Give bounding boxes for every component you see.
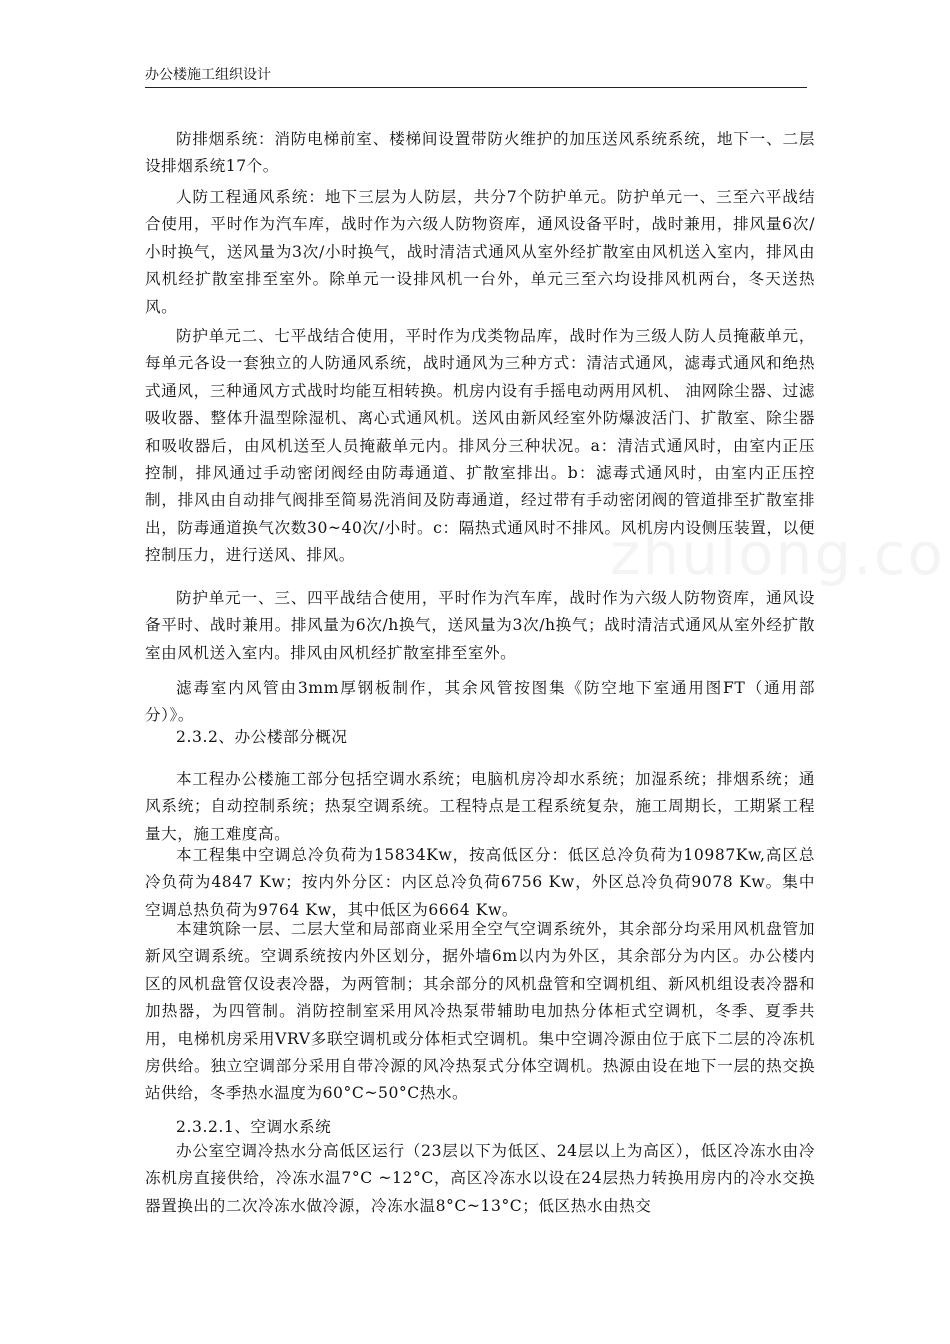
paragraph-protection-units-2-7: 防护单元二、七平战结合使用，平时作为戊类物品库，战时作为三级人防人员掩蔽单元，每单元各设一套独立的人防通风系统，战时通风为三种方式：清洁式通风，滤毒式通风和绝热式通风，三种通风方式战时均能互相转换。机房内设有手摇电动两用风机、 油网除尘器、过滤吸收器、整体升温型除湿机、离心式通风机。送风由新风经室外防爆波活门、扩散室、除尘器和吸收器后，由风机送至人员掩蔽单元内。排风分三种状况。a：清洁式通风时，由室内正压控制，排风通过手动密闭阀经由防毒通道、扩散室排出。b：滤毒式通风时，由室内正压控制，排风由自动排气阀排至简易洗消间及防毒通道，经过带有手动密闭阀的管道排至扩散室排出，防毒通道换气次数30~40次/小时。c：隔热式通风时不排风。风机房内设侧压装置，以便控制压力，进行送风、排风。 [145,327,815,565]
section-heading-2-3-2: 2.3.2、办公楼部分概况 [176,728,348,746]
paragraph-cooling-load: 本工程集中空调总冷负荷为15834Kw，按高低区分：低区总冷负荷为10987Kw,高区总冷负荷为4847 Kw；按内外分区：内区总冷负荷6756 Kw，外区总冷负荷9078 Kw。集中空调总热负荷为9764 Kw，其中低区为6664 Kw。 [145,846,815,919]
header-divider [145,87,807,88]
page-header-title: 办公楼施工组织设计 [145,67,271,83]
section-heading-2-3-2-1: 2.3.2.1、空调水系统 [176,1118,332,1136]
paragraph-filter-room-ducts: 滤毒室内风管由3mm厚钢板制作，其余风管按图集《防空地下室通用图FT（通用部分）》。 [145,679,815,725]
paragraph-office-overview: 本工程办公楼施工部分包括空调水系统；电脑机房冷却水系统；加湿系统；排烟系统；通风系统；自动控制系统；热泵空调系统。工程特点是工程系统复杂，施工周期长，工期紧工程量大，施工难度高。 [145,770,815,843]
paragraph-ac-water-system: 办公室空调冷热水分高低区运行（23层以下为低区、24层以上为高区），低区冷冻水由冷冻机房直接供给，冷冻水温7°C ~12°C，高区冷冻水以设在24层热力转换用房内的冷水交换器置换出的二次冷冻水做冷源，冷冻水温8°C~13°C；低区热水由热交 [145,1142,815,1215]
paragraph-civil-defense-ventilation: 人防工程通风系统：地下三层为人防层，共分7个防护单元。防护单元一、三至六平战结合使用，平时作为汽车库，战时作为六级人防物资库，通风设备平时，战时兼用，排风量6次/小时换气，送风量为3次/小时换气，战时清洁式通风从室外经扩散室由风机送入室内，排风由风机经扩散室排至室外。除单元一设排风机一台外，单元三至六均设排风机两台，冬天送热风。 [145,188,815,316]
paragraph-ac-systems: 本建筑除一层、二层大堂和局部商业采用全空气空调系统外，其余部分均采用风机盘管加新风空调系统。空调系统按内外区划分，据外墙6m以内为外区，其余部分为内区。办公楼内区的风机盘管仅设表冷器，为两管制；其余部分的风机盘管和空调机组、新风机组设表冷器和加热器，为四管制。消防控制室采用风冷热泵带辅助电加热分体柜式空调机，冬季、夏季共用，电梯机房采用VRV多联空调机或分体柜式空调机。集中空调冷源由位于底下二层的冷冻机房供给。独立空调部分采用自带冷源的风冷热泵式分体空调机。热源由设在地下一层的热交换站供给，冬季热水温度为60°C~50°C热水。 [145,920,815,1103]
paragraph-protection-units-1-3-4: 防护单元一、三、四平战结合使用，平时作为汽车库，战时作为六级人防物资库，通风设备平时、战时兼用。排风量为6次/h换气，送风量为3次/h换气；战时清洁式通风从室外经扩散室由风机送入室内。排风由风机经扩散室排至室外。 [145,589,815,662]
paragraph-smoke-control: 防排烟系统：消防电梯前室、楼梯间设置带防火维护的加压送风系统系统，地下一、二层设排烟系统17个。 [145,130,815,176]
